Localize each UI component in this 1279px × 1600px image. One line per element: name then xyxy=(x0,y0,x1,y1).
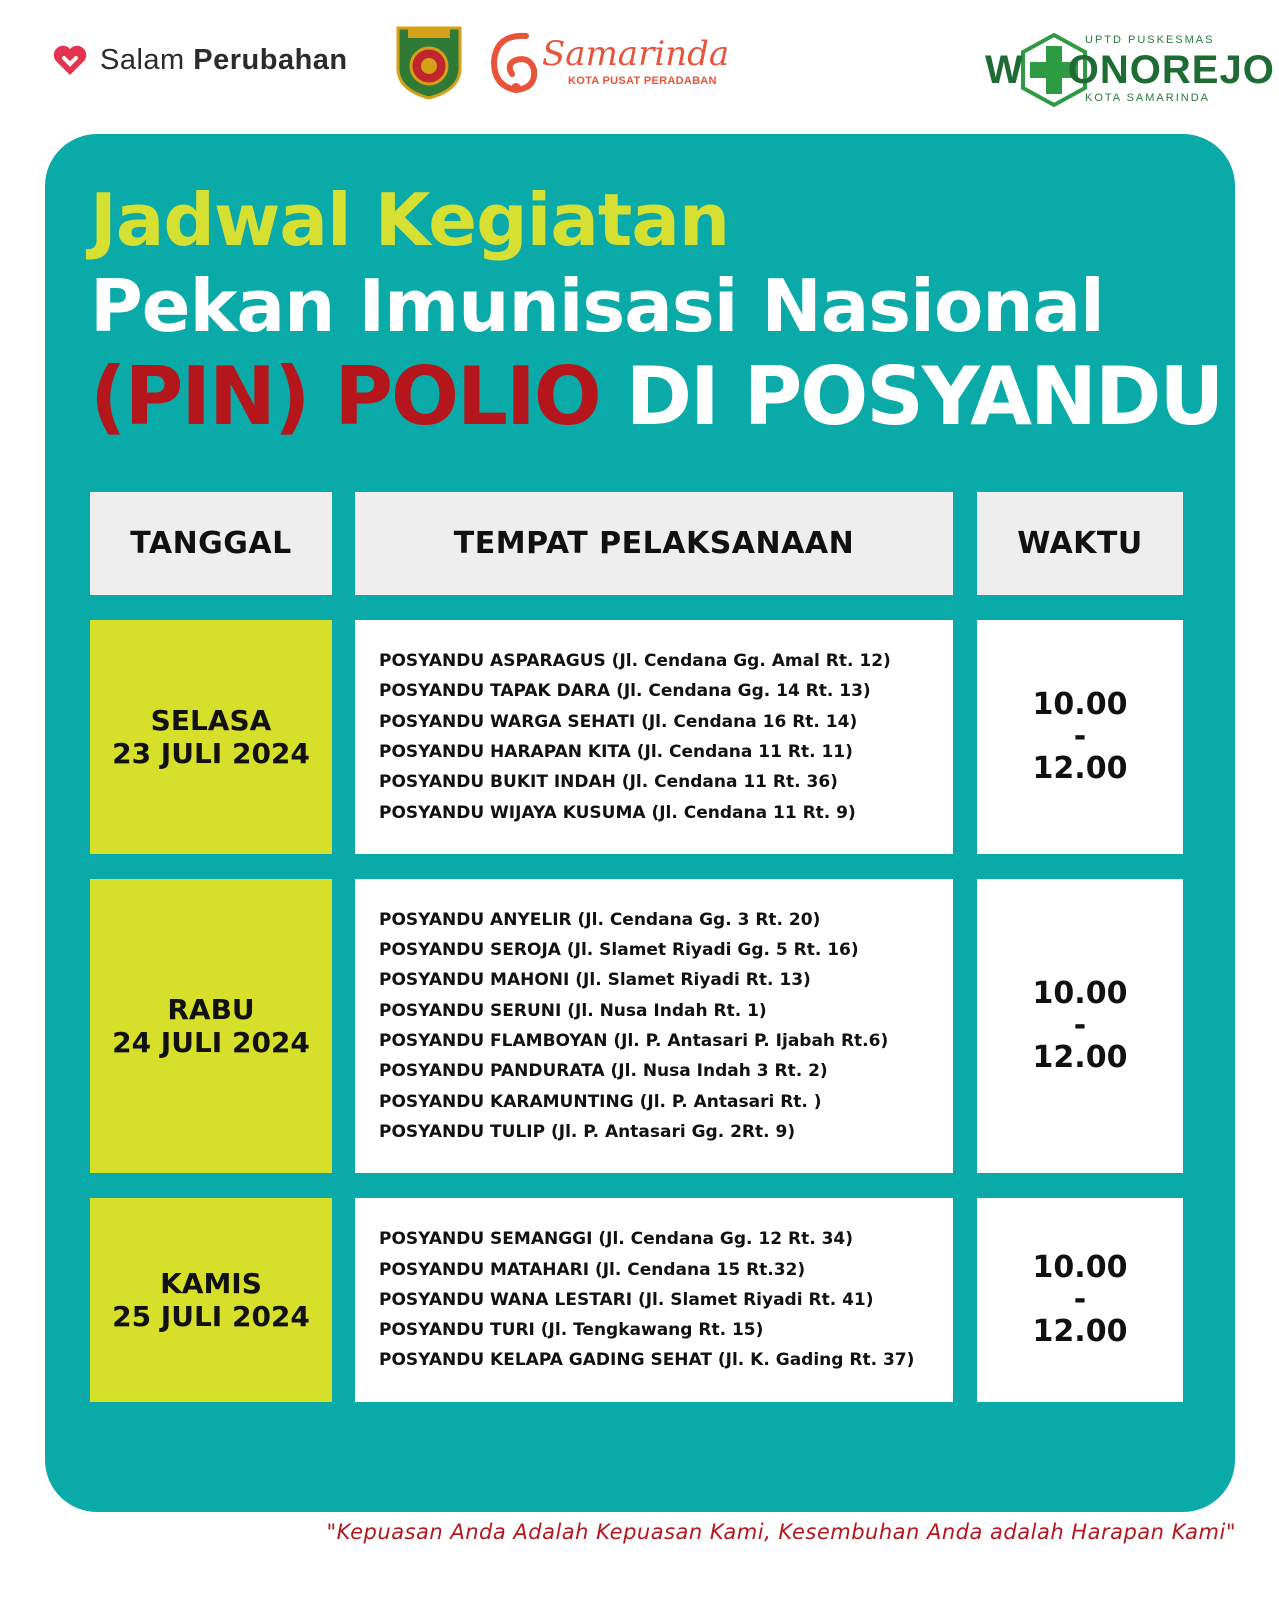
title-line-2: Pekan Imunisasi Nasional xyxy=(90,264,1104,348)
list-item: POSYANDU MAHONI (Jl. Slamet Riyadi Rt. 13) xyxy=(379,970,811,991)
time-separator: - xyxy=(1073,719,1087,754)
list-item: POSYANDU PANDURATA (Jl. Nusa Indah 3 Rt. 2) xyxy=(379,1061,828,1082)
time-start: 10.00 xyxy=(1032,687,1128,722)
list-item: POSYANDU TULIP (Jl. P. Antasari Gg. 2Rt. 9) xyxy=(379,1121,796,1142)
puskesmas-bottom-label: KOTA SAMARINDA xyxy=(1085,92,1210,104)
title-di-posyandu: DI POSYANDU xyxy=(625,350,1223,443)
header-tanggal: TANGGAL xyxy=(90,492,332,595)
list-item: POSYANDU WIJAYA KUSUMA (Jl. Cendana 11 Rt. 9) xyxy=(379,802,856,823)
list-item: POSYANDU KELAPA GADING SEHAT (Jl. K. Gading Rt. 37) xyxy=(379,1350,915,1371)
puskesmas-top-label: UPTD PUSKESMAS xyxy=(1085,34,1215,46)
date-label: 23 JULI 2024 xyxy=(112,737,310,770)
time-separator: - xyxy=(1073,1008,1087,1043)
salam-perubahan-text: Salam Perubahan xyxy=(100,43,348,76)
day-label: KAMIS xyxy=(160,1267,262,1300)
list-item: POSYANDU ANYELIR (Jl. Cendana Gg. 3 Rt. 20) xyxy=(379,909,821,930)
footer-tagline: "Kepuasan Anda Adalah Kepuasan Kami, Kesembuhan Anda adalah Harapan Kami" xyxy=(326,1520,1236,1544)
salam-perubahan-logo xyxy=(50,40,348,80)
list-item: POSYANDU HARAPAN KITA (Jl. Cendana 11 Rt. 11) xyxy=(379,742,853,762)
heart-logo-icon xyxy=(50,40,90,80)
time-separator: - xyxy=(1073,1282,1087,1317)
time-end: 12.00 xyxy=(1032,751,1128,786)
time-cell-rabu xyxy=(977,879,1183,1173)
list-item: POSYANDU TURI (Jl. Tengkawang Rt. 15) xyxy=(379,1320,764,1341)
puskesmas-name: W ONOREJO xyxy=(985,48,1275,92)
time-cell-selasa xyxy=(977,620,1183,854)
list-item: POSYANDU WANA LESTARI (Jl. Slamet Riyadi Rt. 41) xyxy=(379,1289,874,1310)
list-item: POSYANDU TAPAK DARA (Jl. Cendana Gg. 14 Rt. 13) xyxy=(379,681,871,702)
time-end: 12.00 xyxy=(1032,1040,1128,1075)
time-start: 10.00 xyxy=(1032,976,1128,1011)
list-item: POSYANDU KARAMUNTING (Jl. P. Antasari Rt. ) xyxy=(379,1091,822,1112)
samarinda-tagline: KOTA PUSAT PERADABAN xyxy=(568,75,717,87)
title-line-1: Jadwal Kegiatan xyxy=(90,178,730,262)
places-cell-rabu xyxy=(355,879,953,1173)
list-item: POSYANDU FLAMBOYAN (Jl. P. Antasari P. Ijabah Rt.6) xyxy=(379,1031,889,1051)
day-label: SELASA xyxy=(150,704,272,737)
time-cell-kamis xyxy=(977,1198,1183,1402)
list-item: POSYANDU MATAHARI (Jl. Cendana 15 Rt.32) xyxy=(379,1259,806,1280)
list-item: POSYANDU SEROJA (Jl. Slamet Riyadi Gg. 5 Rt. 16) xyxy=(379,940,859,961)
title-pin-polio: (PIN) POLIO xyxy=(90,350,600,443)
date-cell-kamis xyxy=(90,1198,332,1402)
date-label: 24 JULI 2024 xyxy=(112,1026,310,1059)
places-cell-selasa xyxy=(355,620,953,854)
list-item: POSYANDU BUKIT INDAH (Jl. Cendana 11 Rt. 36) xyxy=(379,772,838,793)
samarinda-swirl-icon xyxy=(486,28,542,98)
samarinda-wordmark: Samarinda xyxy=(542,34,730,74)
time-start: 10.00 xyxy=(1032,1250,1128,1285)
places-cell-kamis xyxy=(355,1198,953,1402)
samarinda-crest-icon xyxy=(394,24,464,100)
date-cell-rabu xyxy=(90,879,332,1173)
list-item: POSYANDU ASPARAGUS (Jl. Cendana Gg. Amal Rt. 12) xyxy=(379,651,891,672)
title-line-3 xyxy=(90,350,1222,443)
list-item: POSYANDU WARGA SEHATI (Jl. Cendana 16 Rt. 14) xyxy=(379,711,858,732)
header-tempat-pelaksanaan: TEMPAT PELAKSANAAN xyxy=(355,492,953,595)
date-cell-selasa xyxy=(90,620,332,854)
time-end: 12.00 xyxy=(1032,1314,1128,1349)
day-label: RABU xyxy=(167,993,255,1026)
header-waktu: WAKTU xyxy=(977,492,1183,595)
date-label: 25 JULI 2024 xyxy=(112,1300,310,1333)
puskesmas-wonorejo-logo xyxy=(985,26,1275,110)
list-item: POSYANDU SEMANGGI (Jl. Cendana Gg. 12 Rt. 34) xyxy=(379,1229,853,1250)
samarinda-city-logo xyxy=(486,28,730,98)
list-item: POSYANDU SERUNI (Jl. Nusa Indah Rt. 1) xyxy=(379,1000,767,1021)
